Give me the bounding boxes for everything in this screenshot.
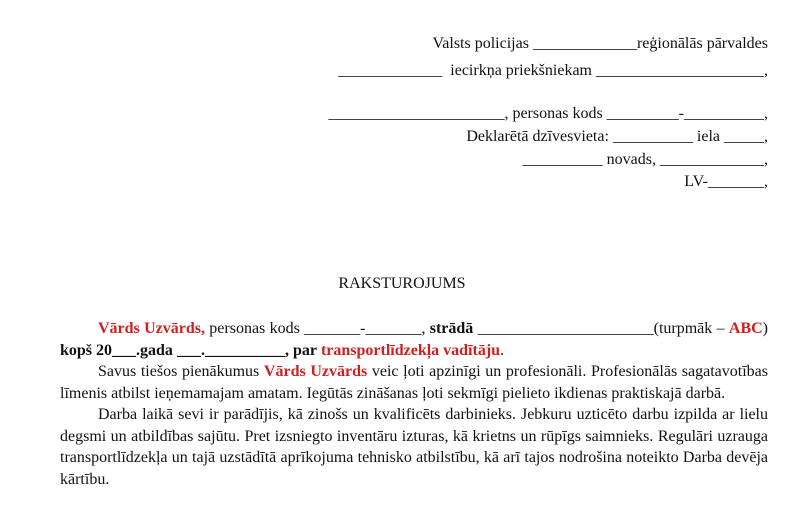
header-line-precinct-chief: _____________ iecirkņa priekšniekam _____________________, xyxy=(338,62,768,79)
since-label: kopš 20 xyxy=(60,341,113,359)
works-label: strādā xyxy=(429,320,474,337)
duties-text-rest: veic ļoti apzinīgi un profesionāli. Profesionālās sagatavotības līmenis atbilst ieņemamajam amatam. Iegūtās zināšanas ļoti sekmīgi pielieto ikdienas praktiskajā darbā. xyxy=(60,363,769,402)
employer-text: ______________________(turpmāk – xyxy=(473,320,729,337)
paragraph-employment xyxy=(60,318,768,361)
header-line-person-code: ______________________, personas kods _________-__________, xyxy=(328,105,768,122)
period-text: . xyxy=(500,341,505,359)
header-line-county: __________ novads, _____________, xyxy=(522,151,768,168)
employer-abbr: ABC xyxy=(728,320,763,337)
employee-name: Vārds Uzvārds, xyxy=(98,320,205,337)
year-blank: ___. xyxy=(112,341,141,359)
document-title: RAKSTUROJUMS xyxy=(338,275,466,292)
person-code-text: personas kods _______-_______, xyxy=(204,320,430,337)
paragraph-conduct: Darba laikā sevi ir parādījis, kā zinošs un kvalificēts darbinieks. Jebkuru uzticēto darbu izpilda ar lielu degsmi un atbildības sajūtu. Pret izsniegto inventāru izturas, kā krietns un rūpīgs saimnieks. Regulāri uzrauga transportlīdzekļa un tajā uzstādītā aprīkojuma tehnisko atbilstību, kā arī tajos nodrošina noteikto Darba devēja kārtību. xyxy=(60,406,768,488)
as-label: par xyxy=(292,341,317,359)
year-label: gada xyxy=(140,341,173,359)
date-blank: ___.__________, xyxy=(172,341,293,359)
document-body xyxy=(60,318,768,490)
header-line-postcode: LV-_______, xyxy=(684,173,768,190)
duties-text-start: Savus tiešos pienākumus xyxy=(98,363,264,380)
header-line-police-region: Valsts policijas _____________reģionālās pārvaldes xyxy=(432,35,768,52)
header-line-declared-residence: Deklarētā dzīvesvieta: __________ iela _____, xyxy=(466,128,768,145)
job-role: transportlīdzekļa vadītāju xyxy=(320,341,501,359)
paren-text: ) xyxy=(762,320,768,337)
paragraph-duties xyxy=(60,361,768,404)
employee-name-inline: Vārds Uzvārds xyxy=(263,363,368,380)
